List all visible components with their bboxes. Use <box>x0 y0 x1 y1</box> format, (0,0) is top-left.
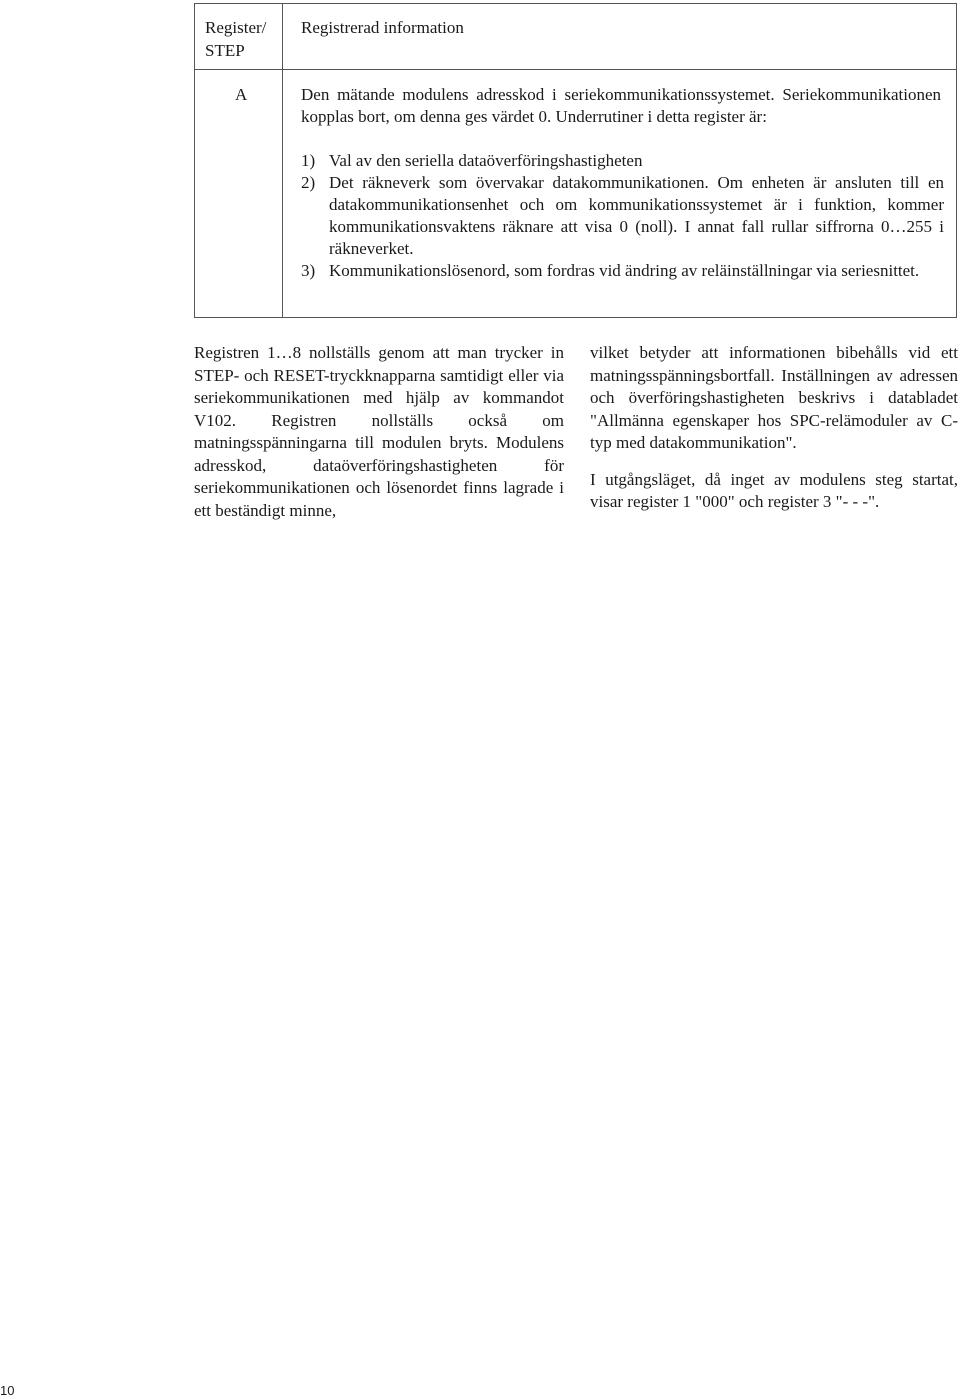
table-row-register-id: A <box>235 85 248 104</box>
description-text: Den mätande modulens adresskod i seriekommunikationssystemet. Seriekommunikationen kopplas bort, om denna ges värdet 0. Underrutiner i detta register är: <box>301 85 941 126</box>
list-item-text: Kommunikationslösenord, som fordras vid ändring av reläinställningar via seriesnittet. <box>329 261 920 280</box>
body-paragraph: Registren 1…8 nollställs genom att man trycker in STEP- och RESET-tryckknapparna samtidigt eller via seriekommunikationen med hjälp av kommandot V102. Registren nollställs också om matningsspänningarna till modulen bryts. Modulens adresskod, dataöverföringshastigheten för seriekommunikationen och lösenordet finns lagrade i ett beständigt minne, <box>194 343 564 520</box>
table-column-divider <box>282 4 283 317</box>
list-item-number: 2) <box>301 173 316 192</box>
body-column-left <box>194 342 564 536</box>
table-header-register-step: Register/ STEP <box>205 18 267 60</box>
body-paragraph: vilket betyder att informationen bibehålls vid ett matningsspänningsbortfall. Inställningen av adressen och överföringshastigheten beskrivs i databladet "Allmänna egenskaper hos SPC-relämoduler av C-typ med datakommunikation". <box>590 343 958 452</box>
body-paragraph: I utgångsläget, då inget av modulens steg startat, visar register 1 "000" och register 3 "- - -". <box>590 469 958 511</box>
subroutine-list <box>301 150 944 282</box>
list-item <box>301 172 944 260</box>
table-header-registered-information: Registrerad information <box>301 18 464 37</box>
list-item <box>301 260 944 282</box>
register-table <box>194 3 957 318</box>
list-item-number: 1) <box>301 151 316 170</box>
table-header-divider <box>195 69 956 70</box>
page-number: 10 <box>0 1383 15 1398</box>
list-item-text: Det räkneverk som övervakar datakommunikationen. Om enheten är ansluten till en datakommunikationsenhet och om kommunikationssystemet är i funktion, kommer kommunikationsvaktens räknare att visa 0 (noll). I annat fall rullar siffrorna 0…255 i räkneverket. <box>329 173 944 258</box>
list-item-text: Val av den seriella dataöverföringshastigheten <box>329 151 643 170</box>
list-item-number: 3) <box>301 261 316 280</box>
list-item <box>301 150 944 172</box>
body-column-right <box>590 342 958 528</box>
table-row-description <box>301 84 941 128</box>
